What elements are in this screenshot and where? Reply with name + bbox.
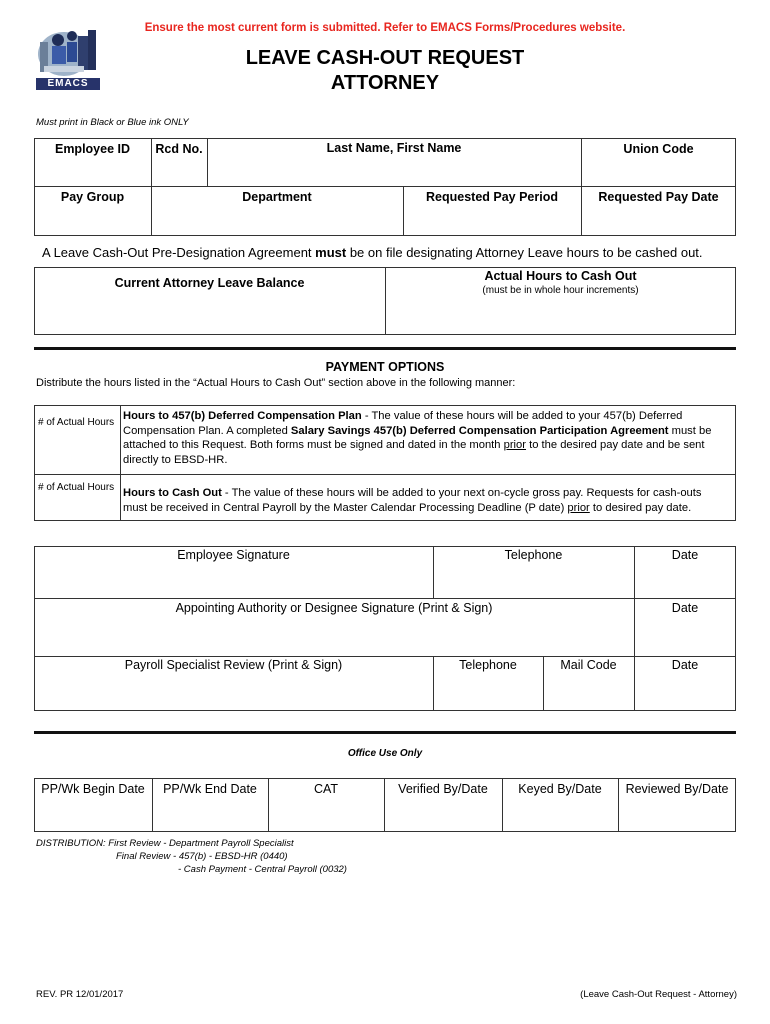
title-line-2: ATTORNEY (330, 72, 440, 94)
actual-hours-note: (must be in whole hour increments) (482, 285, 639, 296)
employee-signature-label: Employee Signature (177, 548, 290, 562)
option2-hours-label: # of Actual Hours (38, 482, 115, 493)
employee-date-label: Date (671, 548, 699, 562)
payroll-review-field[interactable] (36, 676, 431, 709)
option1-hours-label: # of Actual Hours (38, 417, 115, 428)
option1-prior: prior (503, 439, 526, 451)
payroll-telephone-field[interactable] (435, 676, 541, 709)
employee-telephone-label: Telephone (504, 548, 563, 562)
logo-text: EMACS (47, 78, 89, 89)
name-label: Last Name, First Name (326, 141, 462, 155)
reviewed-field[interactable] (620, 800, 734, 830)
agreement-must: must (315, 245, 347, 260)
agreement-text-start: A Leave Cash-Out Pre-Designation Agreement (42, 245, 316, 260)
option1-text-2: must be attached to this Request. Both forms must be signed and dated in the month (123, 424, 712, 451)
option2-text-2: to desired pay date. (589, 502, 692, 514)
employee-date-field[interactable] (636, 566, 734, 596)
rcd-no-field[interactable] (153, 160, 205, 184)
department-label: Department (242, 190, 312, 204)
payroll-telephone-label: Telephone (459, 658, 517, 672)
requested-pay-date-field[interactable] (583, 208, 734, 234)
cat-label: CAT (313, 782, 339, 796)
name-field[interactable] (209, 160, 579, 184)
current-balance-field[interactable] (36, 296, 383, 333)
agreement-text (42, 245, 703, 260)
payroll-date-label: Date (671, 658, 699, 672)
option1-title: Hours to 457(b) Deferred Compensation Plan (123, 410, 362, 422)
pay-group-label: Pay Group (60, 190, 125, 204)
pay-group-field[interactable] (36, 208, 149, 234)
office-use-title: Office Use Only (347, 748, 423, 759)
mail-code-field[interactable] (545, 676, 632, 709)
mail-code-label: Mail Code (560, 658, 617, 672)
cat-field[interactable] (270, 800, 382, 830)
option2-title: Hours to Cash Out (123, 487, 222, 499)
employee-id-label: Employee ID (54, 142, 131, 156)
actual-hours-field[interactable] (387, 300, 734, 333)
option2-prior: prior (567, 502, 590, 514)
appointing-date-label: Date (671, 601, 699, 615)
appointing-signature-label: Appointing Authority or Designee Signature (Print & Sign) (175, 601, 493, 615)
distribution-line-2: Final Review - 457(b) - EBSD-HR (0440) (116, 851, 288, 862)
form-title (0, 46, 770, 96)
rcd-no-label: Rcd No. (155, 142, 203, 156)
verified-field[interactable] (386, 800, 500, 830)
appointing-signature-field[interactable] (36, 618, 632, 654)
union-code-field[interactable] (583, 160, 734, 184)
payment-instruction: Distribute the hours listed in the “Actual Hours to Cash Out” section above in the following manner: (36, 377, 516, 389)
begin-date-label: PP/Wk Begin Date (41, 782, 145, 796)
payroll-date-field[interactable] (636, 676, 734, 709)
payment-options-title: PAYMENT OPTIONS (325, 360, 445, 374)
form-name-footer: (Leave Cash-Out Request - Attorney) (580, 989, 737, 1000)
office-divider (34, 731, 736, 734)
option1-text (123, 409, 726, 467)
option1-agreement-name: Salary Savings 457(b) Deferred Compensation Participation Agreement (290, 424, 669, 437)
reviewed-label: Reviewed By/Date (625, 782, 729, 796)
top-notice: Ensure the most current form is submitted. Refer to EMACS Forms/Procedures website. (144, 22, 626, 34)
verified-label: Verified By/Date (398, 782, 488, 796)
keyed-field[interactable] (504, 800, 616, 830)
begin-date-field[interactable] (36, 800, 150, 830)
option1-text-3: to the desired pay date and be sent directly to EBSD-HR. (123, 439, 705, 466)
agreement-text-end: be on file designating Attorney Leave hours to be cashed out. (346, 245, 703, 260)
title-line-1: LEAVE CASH-OUT REQUEST (245, 47, 525, 69)
keyed-label: Keyed By/Date (518, 782, 602, 796)
distribution-line-1: DISTRIBUTION: First Review - Department Payroll Specialist (36, 838, 294, 849)
revision-note: REV. PR 12/01/2017 (36, 989, 124, 1000)
requested-pay-date-label: Requested Pay Date (598, 190, 719, 204)
union-code-label: Union Code (623, 142, 694, 156)
appointing-date-field[interactable] (636, 618, 734, 654)
department-field[interactable] (153, 208, 401, 234)
payroll-review-label: Payroll Specialist Review (Print & Sign) (124, 658, 343, 672)
employee-telephone-field[interactable] (435, 566, 632, 596)
option2-text-1: - The value of these hours will be added to your next on-cycle gross pay. Requests for cash-outs must be received in Central Payroll by the Master Calendar Processing Deadline (P date) (123, 487, 702, 514)
option2-hours-field[interactable] (36, 496, 118, 519)
requested-pay-period-field[interactable] (405, 208, 579, 234)
end-date-label: PP/Wk End Date (163, 782, 257, 796)
employee-signature-field[interactable] (36, 566, 431, 596)
actual-hours-label: Actual Hours to Cash Out (484, 269, 637, 283)
current-balance-label: Current Attorney Leave Balance (114, 276, 305, 290)
option1-text-1: - The value of these hours will be added to your 457(b) Deferred Compensation Plan. A completed (123, 410, 683, 437)
end-date-field[interactable] (154, 800, 266, 830)
option1-hours-field[interactable] (36, 432, 118, 472)
requested-pay-period-label: Requested Pay Period (426, 190, 558, 204)
ink-note: Must print in Black or Blue ink ONLY (36, 117, 189, 128)
payment-divider (34, 347, 736, 350)
employee-id-field[interactable] (36, 160, 149, 184)
distribution-line-3: - Cash Payment - Central Payroll (0032) (178, 864, 347, 875)
option2-text (123, 486, 726, 516)
